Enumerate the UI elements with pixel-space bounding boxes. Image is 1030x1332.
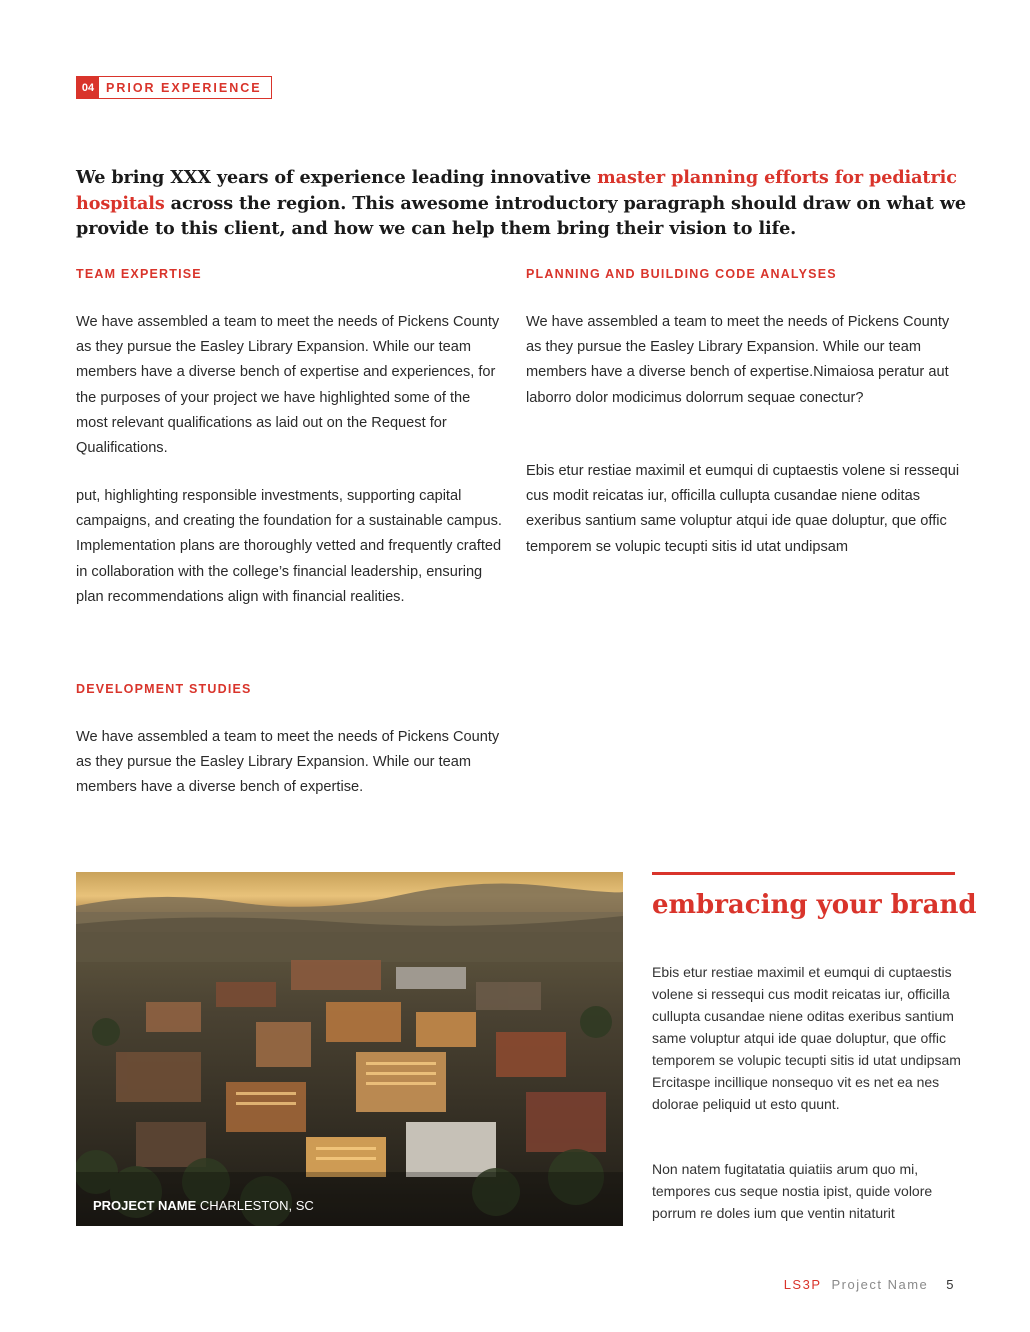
brand-title-bold: brand	[890, 890, 977, 920]
team-expertise-paragraph-2: put, highlighting responsible investments, supporting capital campaigns, and creating the foundation for a sustainable campus. Implementation plans are thoroughly vetted and frequently crafted in collaboration with the college’s financial leadership, ensuring plan recommendations align with financial realities.	[76, 488, 502, 605]
section-number: 04	[77, 77, 99, 98]
team-expertise-paragraph-1: We have assembled a team to meet the needs of Pickens County as they pursue the Easley Library Expansion. While our team members have a diverse bench of expertise and experiences, for the purposes of your project we have highlighted some of the most relevant qualifications as laid out on the Request for Qualifications.	[76, 314, 500, 457]
planning-paragraph-1: We have assembled a team to meet the needs of Pickens County as they pursue the Easley Library Expansion. While our team members have a diverse bench of expertise.Nimaiosa peratur aut laborro dolor modicimus dolorrum sequae conectur?	[526, 314, 950, 406]
caption-project-name: PROJECT NAME	[93, 1198, 197, 1213]
development-paragraph: We have assembled a team to meet the needs of Pickens County as they pursue the Easley Library Expansion. While our team members have a diverse bench of expertise.	[76, 729, 500, 796]
development-heading: DEVELOPMENT STUDIES	[76, 682, 252, 696]
aerial-city-illustration	[76, 872, 623, 1226]
photo-caption	[93, 1198, 314, 1213]
brand-paragraph-2: Non natem fugitatatia quiatiis arum quo mi, tempores cus seque nostia ipist, quide volore porrum re doles ium que ventin nitaturit	[652, 1161, 933, 1221]
page-number: 5	[946, 1277, 955, 1292]
project-photo	[76, 872, 623, 1226]
planning-paragraph-2: Ebis etur restiae maximil et eumqui di cuptaestis volene si ressequi cus modit reicatas iur, officilla cullupta cusandae niene oditas exeribus santium same voluptur atqui ide quae doluptur, que offic temporem se volupic tecupti sitis id utat undipsam	[526, 463, 960, 555]
intro-text-start: We bring XXX years of experience leading innovative	[76, 167, 598, 188]
page-footer	[784, 1277, 955, 1292]
brand-paragraph-1: Ebis etur restiae maximil et eumqui di cuptaestis volene si ressequi cus modit reicatas iur, officilla cullupta cusandae niene oditas exeribus santium same voluptur atqui ide quae doluptur, que offic temporem se volupic tecupti sitis id utat undipsam Ercitaspe incillique nonsequo vit es net ea nes dolorae peliquid ut esto quunt.	[652, 964, 961, 1112]
intro-text-end: across the region. This awesome introductory paragraph should draw on what we provide to this client, and how we can help them bring their vision to life.	[76, 192, 966, 239]
brand-title-light: embracing your	[652, 890, 891, 920]
section-tag	[76, 76, 272, 99]
brand-divider	[652, 872, 955, 875]
brand-title	[652, 890, 977, 920]
intro-highlight: master planning efforts for pediatric hospitals	[76, 167, 957, 214]
team-expertise-heading: TEAM EXPERTISE	[76, 267, 202, 281]
footer-project: Project Name	[831, 1277, 929, 1292]
footer-org: LS3P	[783, 1277, 822, 1292]
intro-paragraph	[76, 165, 966, 242]
section-label: PRIOR EXPERIENCE	[106, 80, 262, 95]
planning-heading: PLANNING AND BUILDING CODE ANALYSES	[526, 267, 837, 281]
caption-location: CHARLESTON, SC	[199, 1198, 314, 1213]
